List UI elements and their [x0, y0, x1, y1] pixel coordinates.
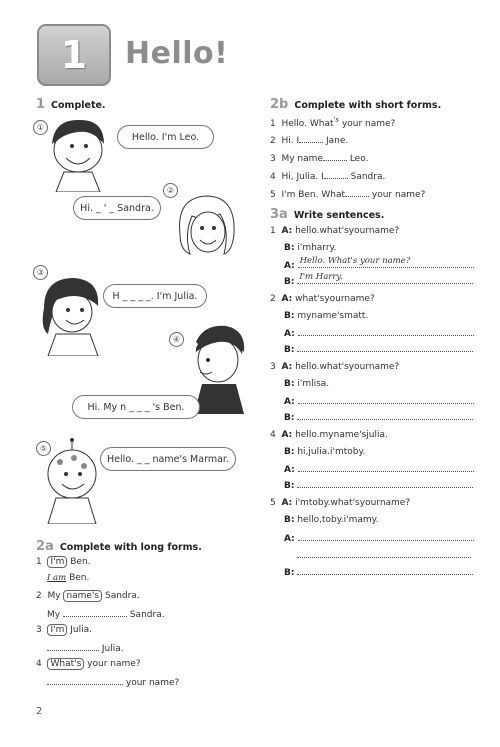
- ex2a-item-1-answer: I am Ben.: [47, 573, 90, 583]
- ex3a-d1-answer-a: A: Hello. What's your name?: [284, 259, 474, 271]
- ex2a-item-2: 2 My name's Sandra.: [36, 591, 140, 601]
- unit-title: Hello!: [125, 36, 229, 71]
- ex2b-line-3: 3 My name Leo.: [270, 154, 369, 164]
- ex2b-line-2: 2 Hi. I Jane.: [270, 136, 349, 146]
- ex1-heading: 1 Complete.: [36, 97, 106, 112]
- ex3a-d5-answer-b: B:: [284, 566, 473, 578]
- ex2a-item-3-answer: Julia.: [47, 642, 124, 654]
- ex2a-item-4-answer: your name?: [47, 676, 179, 688]
- leo-illustration: [42, 114, 112, 192]
- ex3a-d3-answer-a: A:: [284, 395, 474, 407]
- speech-bubble-5: Hello. _ _ name's Marmar.: [100, 447, 236, 471]
- ex3a-d2-answer-b: B:: [284, 343, 473, 355]
- speech-bubble-1: Hello. I'm Leo.: [117, 125, 214, 149]
- ex3a-d4-answer-a: A:: [284, 463, 474, 475]
- julia-illustration: [38, 272, 108, 356]
- ex3a-d5-answer-a: A:: [284, 532, 474, 544]
- speech-bubble-4: Hi. My n _ _ _ 's Ben.: [72, 395, 200, 419]
- ex3a-d5-prompt-a: 5 A: i'mtoby.what'syourname?: [270, 498, 411, 508]
- unit-number-badge: 1: [37, 24, 111, 86]
- ex3a-d2-prompt-b: B: myname'smatt.: [284, 311, 369, 321]
- ex3a-d3-answer-b: B:: [284, 411, 473, 423]
- ex3a-d1-prompt-b: B: i'mharry.: [284, 243, 337, 253]
- ex3a-d4-prompt-b: B: hi,julia.i'mtoby.: [284, 447, 366, 457]
- ex2a-item-3: 3 I'm Julia.: [36, 625, 92, 635]
- ex3a-d2-answer-a: A:: [284, 327, 474, 339]
- sandra-illustration: [172, 190, 242, 264]
- ex2b-line-5: 5 I'm Ben. What your name?: [270, 190, 426, 200]
- speech-bubble-3: H _ _ _ _. I'm Julia.: [103, 284, 207, 308]
- ex2a-item-4: 4 What's your name?: [36, 659, 141, 669]
- marmar-illustration: [40, 438, 110, 524]
- marker-2: ②: [163, 183, 178, 198]
- ex3a-d3-prompt-a: 3 A: hello.what'syourname?: [270, 362, 400, 372]
- page-number: 2: [36, 706, 43, 717]
- ex2a-item-1: 1 I'm Ben.: [36, 557, 91, 567]
- ex3a-d1-answer-b: B: I'm Harry.: [284, 275, 473, 287]
- ex3a-heading: 3a Write sentences.: [270, 207, 385, 222]
- ex2b-line-4: 4 Hi, Julia. I Sandra.: [270, 172, 386, 182]
- ex3a-d3-prompt-b: B: i'mlisa.: [284, 379, 330, 389]
- ex3a-d2-prompt-a: 2 A: what'syourname?: [270, 294, 375, 304]
- ex2a-item-2-answer: My Sandra.: [47, 610, 165, 620]
- ex2a-heading: 2a Complete with long forms.: [36, 539, 202, 554]
- marker-4: ④: [169, 332, 184, 347]
- marker-1: ①: [33, 120, 48, 135]
- ex3a-d5-prompt-b: B: hello,toby.i'mamy.: [284, 515, 379, 525]
- marker-5: ⑤: [36, 441, 51, 456]
- ex2b-heading: 2b Complete with short forms.: [270, 97, 442, 112]
- ex3a-d5-answer-a-cont: [297, 549, 471, 561]
- ex3a-d4-prompt-a: 4 A: hello.myname'sjulia.: [270, 430, 388, 440]
- speech-bubble-2: Hi. _ ' _ Sandra.: [73, 196, 161, 220]
- marker-3: ③: [33, 265, 48, 280]
- ex2b-line-1: 1 Hello. What$^{'s}$ your name?: [270, 116, 396, 129]
- ex3a-d4-answer-b: B:: [284, 479, 473, 491]
- ex3a-d1-prompt-a: 1 A: hello.what'syourname?: [270, 226, 400, 236]
